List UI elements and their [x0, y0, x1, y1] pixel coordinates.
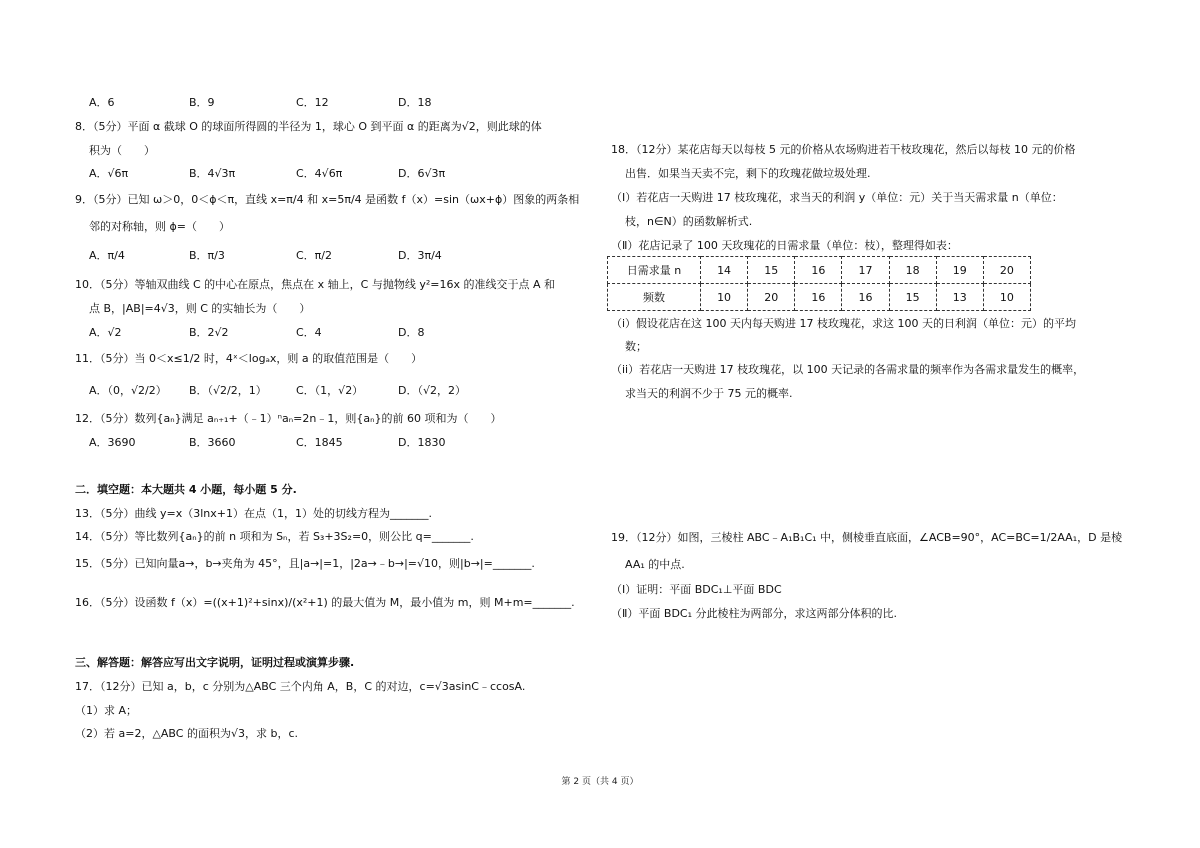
q17-text-line3: （2）若 a=2，△ABC 的面积为√3，求 b，c.	[75, 727, 298, 740]
q8-option-b: B．4√3π	[189, 167, 236, 180]
table-cell: 20	[748, 284, 795, 311]
q16-text: 16．（5分）设函数 f（x）=((x+1)²+sinx)/(x²+1) 的最大值为 M，最小值为 m，则 M+m=_______.	[75, 596, 575, 609]
table-row-header-frequency: 频数	[608, 284, 701, 311]
q9-option-b: B．π/3	[189, 249, 225, 262]
q15-text: 15．（5分）已知向量a→，b→夹角为 45°，且|a→|=1，|2a→﹣b→|=√10，则|b→|=_______.	[75, 557, 535, 570]
table-cell: 16	[795, 257, 842, 284]
q18-sub2-line2: 求当天的利润不少于 75 元的概率.	[625, 387, 793, 400]
q12-option-c: C．1845	[296, 436, 343, 449]
q18-sub2-line1: （ii）若花店一天购进 17 枝玫瑰花，以 100 天记录的各需求量的频率作为各需求量发生的概率，	[611, 363, 1085, 376]
q8-text-line1: 8．（5分）平面 α 截球 O 的球面所得圆的半径为 1，球心 O 到平面 α 的距离为√2，则此球的体	[75, 120, 542, 133]
q9-text-line2: 邻的对称轴，则 ϕ=（ ）	[89, 220, 230, 233]
q11-option-b: B．（√2/2，1）	[189, 384, 267, 397]
q11-option-c: C．（1，√2）	[296, 384, 364, 397]
q11-option-a: A．（0，√2/2）	[89, 384, 167, 397]
q10-option-b: B．2√2	[189, 326, 229, 339]
q11-text-line1: 11．（5分）当 0＜x≤1/2 时，4ˣ＜logₐx，则 a 的取值范围是（ ）	[75, 352, 423, 365]
table-cell: 15	[889, 284, 936, 311]
q19-text-line3: （Ⅰ）证明：平面 BDC₁⊥平面 BDC	[611, 583, 782, 596]
q12-text-line1: 12．（5分）数列{aₙ}满足 aₙ₊₁+（﹣1）ⁿaₙ=2n﹣1，则{aₙ}的前 60 项和为（ ）	[75, 412, 502, 425]
table-cell: 16	[842, 284, 889, 311]
q9-option-c: C．π/2	[296, 249, 333, 262]
q17-text-line1: 17．（12分）已知 a，b，c 分别为△ABC 三个内角 A，B，C 的对边，c=√3asinC﹣ccosA.	[75, 680, 526, 693]
table-cell: 15	[748, 257, 795, 284]
q10-option-c: C．4	[296, 326, 322, 339]
q12-option-d: D．1830	[398, 436, 446, 449]
table-cell: 20	[983, 257, 1030, 284]
q18-sub1-line2: 数；	[625, 340, 647, 353]
q13-text: 13．（5分）曲线 y=x（3lnx+1）在点（1，1）处的切线方程为_______.	[75, 507, 432, 520]
page-footer: 第 2 页（共 4 页）	[561, 777, 639, 787]
q8-text-line2: 积为（ ）	[89, 144, 155, 157]
table-cell: 19	[936, 257, 983, 284]
q19-text-line2: AA₁ 的中点.	[625, 558, 685, 571]
table-cell: 14	[701, 257, 748, 284]
q18-text-line1: 18．（12分）某花店每天以每枝 5 元的价格从农场购进若干枝玫瑰花，然后以每枝 10 元的价格	[611, 143, 1076, 156]
q14-text: 14．（5分）等比数列{aₙ}的前 n 项和为 Sₙ，若 S₃+3S₂=0，则公比 q=_______.	[75, 530, 474, 543]
section-3-heading: 三、解答题：解答应写出文字说明，证明过程或演算步骤.	[75, 656, 355, 669]
q19-text-line1: 19．（12分）如图，三棱柱 ABC﹣A₁B₁C₁ 中，侧棱垂直底面，∠ACB=90°，AC=BC=1/2AA₁，D 是棱	[611, 531, 1123, 544]
q18-text-line2: 出售．如果当天卖不完，剩下的玫瑰花做垃圾处理.	[625, 167, 871, 180]
q10-option-a: A．√2	[89, 326, 122, 339]
table-cell: 16	[795, 284, 842, 311]
q18-text-line5: （Ⅱ）花店记录了 100 天玫瑰花的日需求量（单位：枝），整理得如表：	[611, 239, 958, 252]
table-row	[608, 257, 1031, 284]
demand-frequency-table	[607, 256, 1031, 311]
q18-sub1-line1: （i）假设花店在这 100 天内每天购进 17 枝玫瑰花，求这 100 天的日利润（单位：元）的平均	[611, 317, 1077, 330]
q8-option-c: C．4√6π	[296, 167, 343, 180]
table-cell: 17	[842, 257, 889, 284]
q12-option-a: A．3690	[89, 436, 136, 449]
section-2-heading: 二．填空题：本大题共 4 小题，每小题 5 分.	[75, 483, 297, 496]
q9-option-d: D．3π/4	[398, 249, 442, 262]
table-cell: 13	[936, 284, 983, 311]
q9-text-line1: 9．（5分）已知 ω＞0，0＜ϕ＜π，直线 x=π/4 和 x=5π/4 是函数 f（x）=sin（ωx+ϕ）图象的两条相	[75, 193, 580, 206]
table-cell: 10	[983, 284, 1030, 311]
q10-option-d: D．8	[398, 326, 425, 339]
table-row	[608, 284, 1031, 311]
q10-text-line2: 点 B，|AB|=4√3，则 C 的实轴长为（ ）	[89, 302, 311, 315]
table-cell: 18	[889, 257, 936, 284]
q18-text-line3: （Ⅰ）若花店一天购进 17 枝玫瑰花，求当天的利润 y（单位：元）关于当天需求量 n（单位：	[611, 191, 1063, 204]
q19-text-line4: （Ⅱ）平面 BDC₁ 分此棱柱为两部分，求这两部分体积的比.	[611, 607, 898, 620]
q10-text-line1: 10．（5分）等轴双曲线 C 的中心在原点，焦点在 x 轴上，C 与抛物线 y²=16x 的准线交于点 A 和	[75, 278, 556, 291]
table-row-header-demand: 日需求量 n	[608, 257, 701, 284]
q9-option-a: A．π/4	[89, 249, 125, 262]
q7-option-a: A．6	[89, 96, 115, 109]
q7-option-b: B．9	[189, 96, 215, 109]
q11-option-d: D．（√2，2）	[398, 384, 466, 397]
q18-text-line4: 枝，n∈N）的函数解析式.	[625, 215, 753, 228]
q12-option-b: B．3660	[189, 436, 236, 449]
table-cell: 10	[701, 284, 748, 311]
q7-option-c: C．12	[296, 96, 329, 109]
q8-option-d: D．6√3π	[398, 167, 446, 180]
q8-option-a: A．√6π	[89, 167, 129, 180]
q7-option-d: D．18	[398, 96, 432, 109]
q17-text-line2: （1）求 A；	[75, 704, 138, 717]
